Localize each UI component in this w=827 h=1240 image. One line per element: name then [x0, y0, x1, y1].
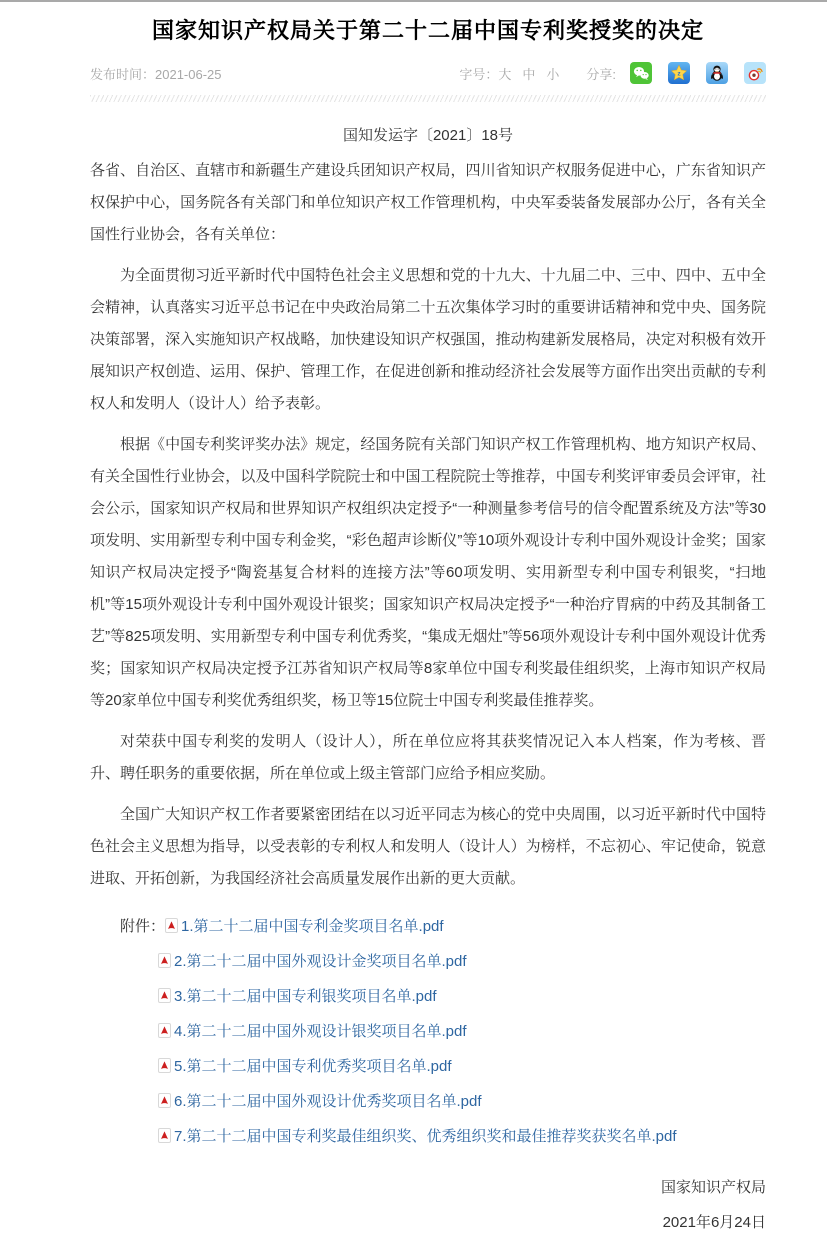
- page-title: 国家知识产权局关于第二十二届中国专利奖授奖的决定: [151, 18, 704, 43]
- share-icons-group: [630, 62, 766, 84]
- hatched-divider: [90, 95, 766, 102]
- pdf-icon: [165, 918, 178, 933]
- attachment-row: [90, 1084, 766, 1119]
- publish-time: [90, 64, 222, 83]
- font-size-small-button[interactable]: 小: [546, 66, 560, 82]
- pdf-icon: [158, 1023, 171, 1038]
- attachment-row: [90, 979, 766, 1014]
- paragraph-addressees: 各省、自治区、直辖市和新疆生产建设兵团知识产权局，四川省知识产权服务促进中心，广东省知识产权保护中心，国务院各有关部门和单位知识产权工作管理机构，中央军委装备发展部办公厅，各有关全国性行业协会，各有关单位：: [90, 162, 766, 243]
- meta-tools: [459, 62, 766, 84]
- font-size-label: 字号：: [459, 66, 499, 82]
- pdf-icon: [158, 1128, 171, 1143]
- attachment-link-5[interactable]: 5.第二十二届中国专利优秀奖项目名单.pdf: [174, 1058, 452, 1075]
- font-size-medium-button[interactable]: 中: [522, 66, 536, 82]
- document-number: 国知发运字〔2021〕18号: [342, 127, 514, 144]
- attachment-row: [90, 944, 766, 979]
- attachment-link-4[interactable]: 4.第二十二届中国外观设计银奖项目名单.pdf: [174, 1023, 467, 1040]
- signature-org: 国家知识产权局: [660, 1179, 766, 1196]
- qq-icon[interactable]: [706, 62, 728, 84]
- top-border-line: [0, 0, 827, 2]
- publish-date: 2021-06-25: [155, 66, 222, 82]
- weibo-icon[interactable]: [744, 62, 766, 84]
- attachments-label: 附件：: [120, 918, 166, 935]
- meta-row: [90, 61, 766, 85]
- signature-block: [90, 1170, 766, 1240]
- paragraph-rewards: 对荣获中国专利奖的发明人（设计人），所在单位应将其获奖情况记入本人档案，作为考核、晋升、聘任职务的重要依据，所在单位或上级主管部门应给予相应奖励。: [90, 733, 766, 782]
- attachments-section: [90, 909, 766, 1154]
- pdf-icon: [158, 1058, 171, 1073]
- attachment-row: [90, 909, 766, 944]
- signature-date: 2021年6月24日: [662, 1214, 766, 1231]
- attachment-link-1[interactable]: 1.第二十二届中国专利金奖项目名单.pdf: [181, 918, 444, 935]
- attachment-link-2[interactable]: 2.第二十二届中国外观设计金奖项目名单.pdf: [174, 953, 467, 970]
- attachment-row: [90, 1049, 766, 1084]
- paragraph-purpose: 为全面贯彻习近平新时代中国特色社会主义思想和党的十九大、十九届二中、三中、四中、五中全会精神，认真落实习近平总书记在中央政治局第二十五次集体学习时的重要讲话精神和党中央、国务院决策部署，深入实施知识产权战略，加快建设知识产权强国，推动构建新发展格局，决定对积极有效开展知识产权创造、运用、保护、管理工作，在促进创新和推动经济社会发展等方面作出突出贡献的专利权人和发明人（设计人）给予表彰。: [90, 267, 766, 412]
- paragraph-award-decision: 根据《中国专利奖评奖办法》规定，经国务院有关部门知识产权工作管理机构、地方知识产权局、有关全国性行业协会，以及中国科学院院士和中国工程院院士等推荐，中国专利奖评审委员会评审，社会公示，国家知识产权局和世界知识产权组织决定授予“一种测量参考信号的信令配置系统及方法”等30项发明、实用新型专利中国专利金奖，“彩色超声诊断仪”等10项外观设计专利中国外观设计金奖；国家知识产权局决定授予“陶瓷基复合材料的连接方法”等60项发明、实用新型专利中国专利银奖，“扫地机”等15项外观设计专利中国外观设计银奖；国家知识产权局决定授予“一种治疗胃病的中药及其制备工艺”等825项发明、实用新型专利中国专利优秀奖，“集成无烟灶”等56项外观设计专利中国外观设计优秀奖；国家知识产权局决定授予江苏省知识产权局等8家单位中国专利奖最佳组织奖，上海市知识产权局等20家单位中国专利奖优秀组织奖，杨卫等15位院士中国专利奖最佳推荐奖。: [90, 436, 766, 709]
- pdf-icon: [158, 988, 171, 1003]
- publish-time-label: 发布时间：: [90, 66, 156, 82]
- article-container: [90, 14, 766, 1240]
- svg-text:z: z: [677, 70, 681, 78]
- attachment-row: [90, 1119, 766, 1154]
- attachment-link-3[interactable]: 3.第二十二届中国专利银奖项目名单.pdf: [174, 988, 437, 1005]
- pdf-icon: [158, 953, 171, 968]
- paragraph-call-to-action: 全国广大知识产权工作者要紧密团结在以习近平同志为核心的党中央周围，以习近平新时代中国特色社会主义思想为指导，以受表彰的专利权人和发明人（设计人）为榜样，不忘初心、牢记使命，锐意进取、开拓创新，为我国经济社会高质量发展作出新的更大贡献。: [90, 806, 766, 887]
- attachment-row: [90, 1014, 766, 1049]
- share-label: 分享:: [586, 66, 616, 82]
- wechat-icon[interactable]: [630, 62, 652, 84]
- qzone-icon[interactable]: [668, 62, 690, 84]
- document-body: [90, 155, 766, 895]
- pdf-icon: [158, 1093, 171, 1108]
- font-size-large-button[interactable]: 大: [498, 66, 512, 82]
- attachment-link-6[interactable]: 6.第二十二届中国外观设计优秀奖项目名单.pdf: [174, 1093, 482, 1110]
- attachment-link-7[interactable]: 7.第二十二届中国专利奖最佳组织奖、优秀组织奖和最佳推荐奖获奖名单.pdf: [174, 1128, 677, 1145]
